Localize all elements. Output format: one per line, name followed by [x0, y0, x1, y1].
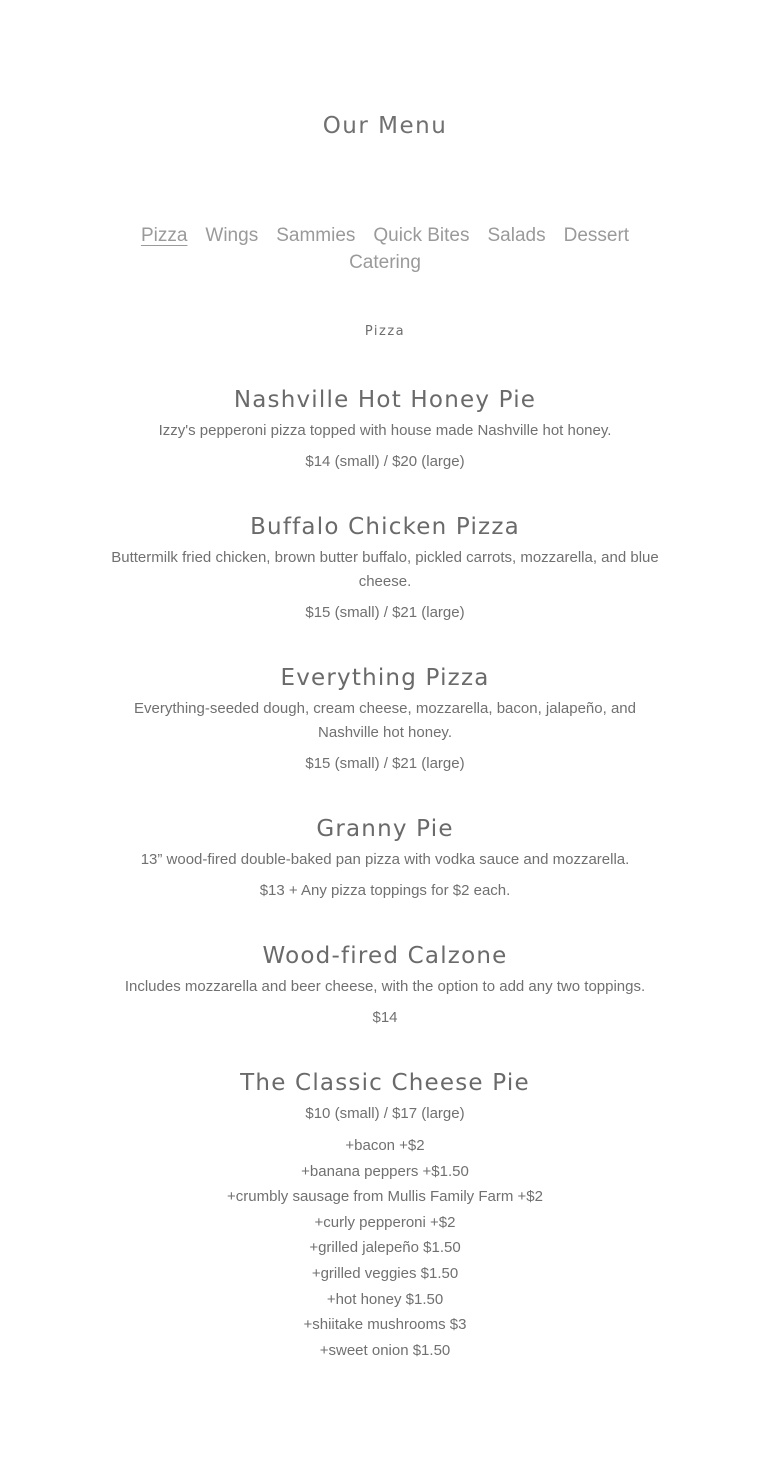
item-price: $13 + Any pizza toppings for $2 each. — [259, 882, 511, 899]
item-name: Everything Pizza — [280, 665, 490, 691]
nav-item-dessert[interactable]: Dessert — [563, 225, 630, 246]
nav-item-sammies[interactable]: Sammies — [276, 225, 356, 246]
addon-item: +banana peppers +$1.50 — [301, 1162, 469, 1180]
section-heading: Pizza — [364, 324, 406, 339]
addon-item: +shiitake mushrooms $3 — [303, 1316, 467, 1334]
nav-item-wings[interactable]: Wings — [205, 225, 259, 246]
addon-item: +grilled veggies $1.50 — [311, 1264, 459, 1282]
item-name: Nashville Hot Honey Pie — [233, 387, 537, 413]
menu-item — [110, 813, 660, 903]
item-description: Buttermilk fried chicken, brown butter buffalo, pickled carrots, mozzarella, and blue cheese. — [111, 549, 659, 590]
addon-item: +crumbly sausage from Mullis Family Farm +$2 — [227, 1188, 543, 1206]
menu-item — [110, 940, 660, 1030]
menu-item — [110, 662, 660, 776]
nav-item-catering[interactable]: Catering — [349, 252, 421, 273]
addon-item: +hot honey $1.50 — [326, 1290, 444, 1308]
nav-item-pizza[interactable]: Pizza — [140, 225, 188, 246]
nav-item-quick-bites[interactable]: Quick Bites — [373, 225, 470, 246]
nav-item-salads[interactable]: Salads — [487, 225, 546, 246]
page-title: Our Menu — [322, 113, 448, 139]
menu-item — [110, 1067, 660, 1363]
addon-item: +grilled jalepeño $1.50 — [309, 1239, 461, 1257]
addon-item: +curly pepperoni +$2 — [314, 1213, 456, 1231]
item-price: $15 (small) / $21 (large) — [305, 755, 465, 772]
item-price: $14 (small) / $20 (large) — [305, 453, 465, 470]
item-name: The Classic Cheese Pie — [240, 1070, 530, 1096]
item-price: $15 (small) / $21 (large) — [305, 604, 465, 621]
item-name: Wood-fired Calzone — [262, 943, 508, 969]
menu-item — [110, 511, 660, 625]
item-description: Includes mozzarella and beer cheese, with the option to add any two toppings. — [124, 978, 646, 995]
menu-items-list — [110, 384, 660, 1363]
item-description: Izzy's pepperoni pizza topped with house made Nashville hot honey. — [158, 422, 612, 439]
topping-addons-list — [110, 1133, 660, 1363]
item-price: $14 — [372, 1009, 398, 1026]
item-price: $10 (small) / $17 (large) — [305, 1105, 465, 1122]
item-name: Buffalo Chicken Pizza — [250, 514, 520, 540]
addon-item: +sweet onion $1.50 — [319, 1341, 451, 1359]
addon-item: +bacon +$2 — [345, 1137, 425, 1154]
item-description: Everything-seeded dough, cream cheese, mozzarella, bacon, jalapeño, and Nashville hot honey. — [134, 700, 636, 741]
menu-item — [110, 384, 660, 474]
menu-category-nav — [110, 222, 660, 276]
item-name: Granny Pie — [316, 816, 454, 842]
item-description: 13” wood-fired double-baked pan pizza with vodka sauce and mozzarella. — [140, 851, 630, 868]
